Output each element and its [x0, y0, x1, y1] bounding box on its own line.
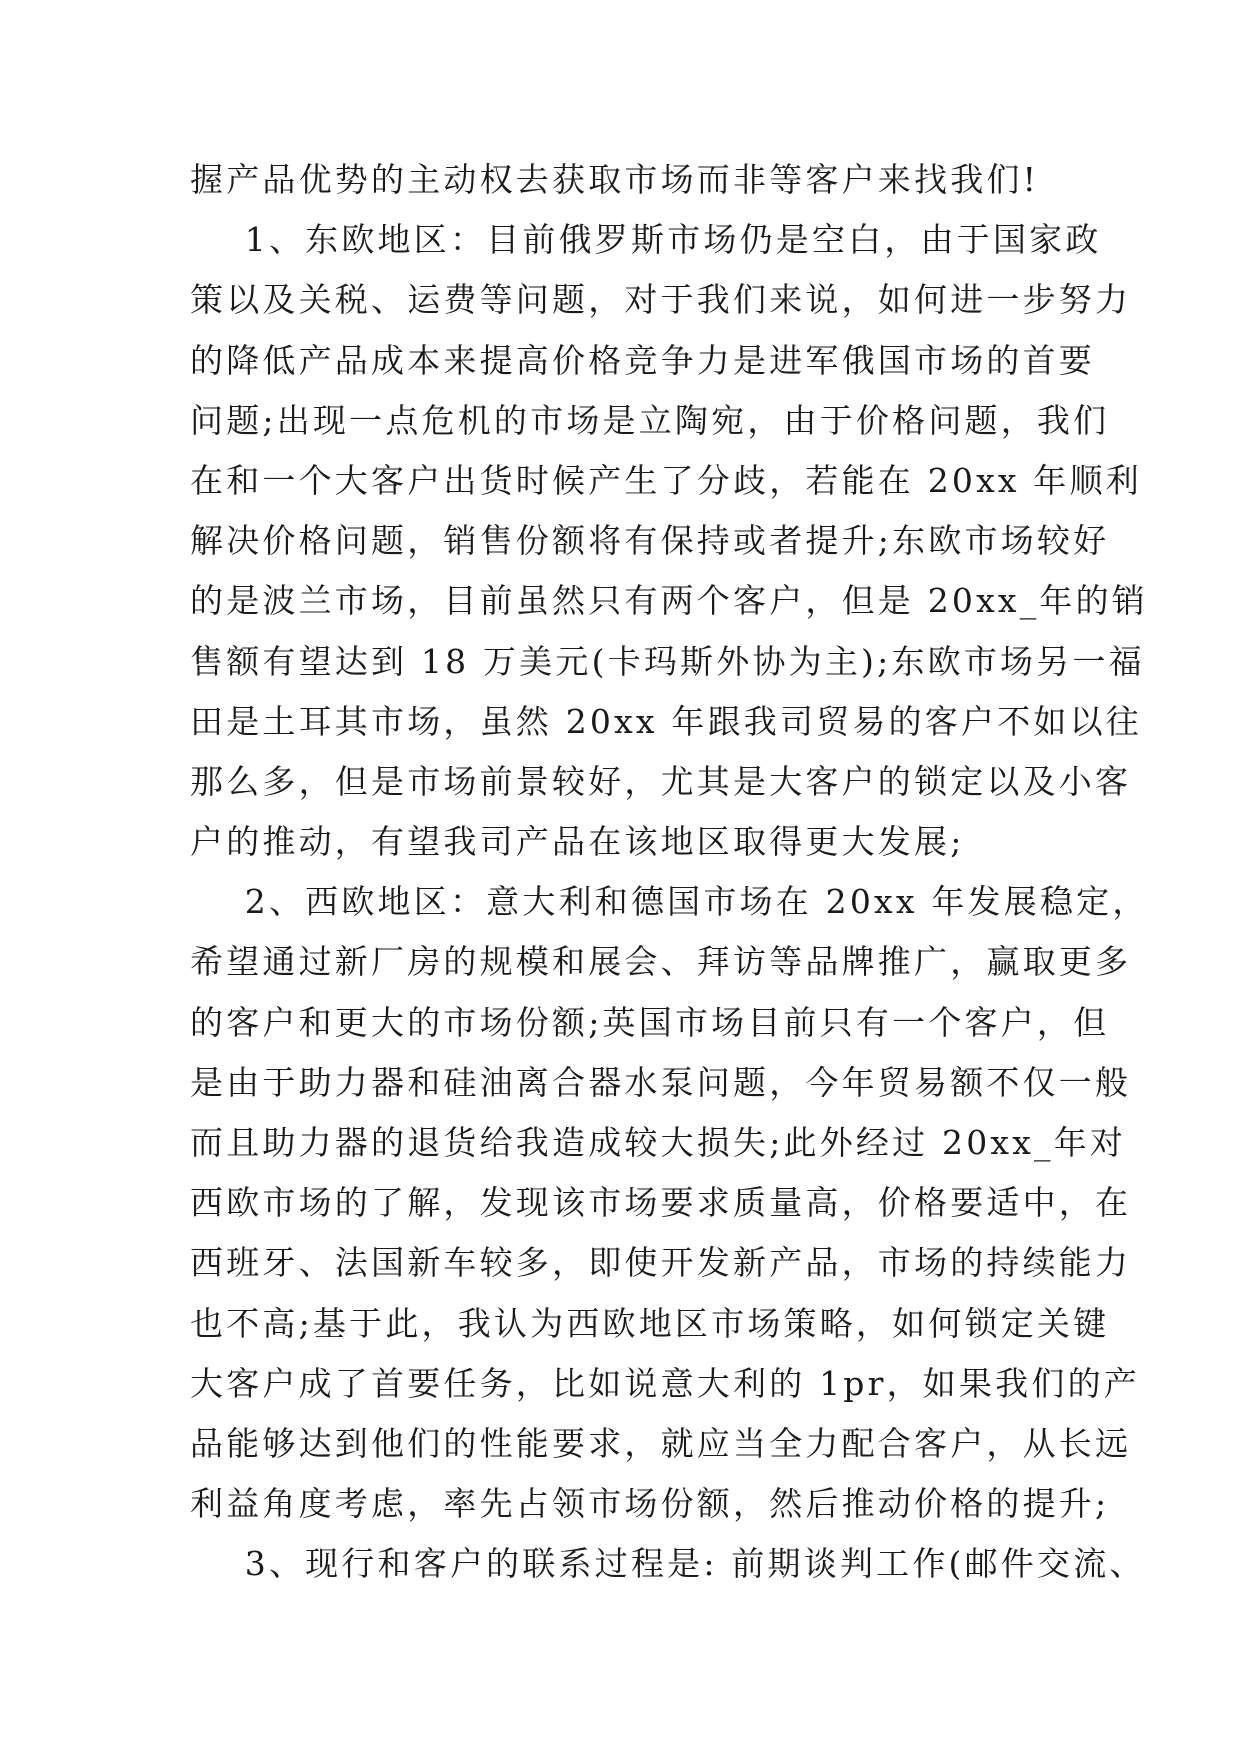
- text-line: 那么多，但是市场前景较好，尤其是大客户的锁定以及小客: [190, 761, 1132, 801]
- text-line: 是由于助力器和硅油离合器水泵问题，今年贸易额不仅一般: [190, 1062, 1132, 1102]
- text-line: 的是波兰市场，目前虽然只有两个客户，但是 20xx_年的销: [190, 581, 1149, 621]
- text-line: 策以及关税、运费等问题，对于我们来说，如何进一步努力: [190, 280, 1132, 320]
- text-line: 也不高;基于此，我认为西欧地区市场策略，如何锁定关键: [190, 1303, 1110, 1343]
- text-line: 握产品优势的主动权去获取市场而非等客户来找我们!: [190, 160, 1040, 199]
- text-line: 3、现行和客户的联系过程是: 前期谈判工作(邮件交流、: [190, 1544, 1146, 1584]
- text-line: 而且助力器的退货给我造成较大损失;此外经过 20xx_年对: [190, 1123, 1127, 1162]
- text-line: 田是土耳其市场，虽然 20xx 年跟我司贸易的客户不如以往: [190, 701, 1142, 741]
- text-line: 1、东欧地区：目前俄罗斯市场仍是空白，由于国家政: [190, 220, 1102, 260]
- text-line: 售额有望达到 18 万美元(卡玛斯外协为主);东欧市场另一福: [190, 641, 1145, 681]
- body-text: [190, 150, 1149, 1595]
- text-line: 西班牙、法国新车较多，即使开发新产品，市场的持续能力: [190, 1243, 1132, 1283]
- text-line: 问题;出现一点危机的市场是立陶宛，由于价格问题，我们: [190, 400, 1110, 440]
- text-line: 的客户和更大的市场份额;英国市场目前只有一个客户，但: [190, 1002, 1110, 1042]
- text-line: 品能够达到他们的性能要求，就应当全力配合客户，从长远: [190, 1423, 1132, 1463]
- text-line: 在和一个大客户出货时候产生了分歧，若能在 20xx 年顺利: [190, 460, 1142, 500]
- text-line: 的降低产品成本来提高价格竞争力是进军俄国市场的首要: [190, 340, 1095, 380]
- text-line: 户的推动，有望我司产品在该地区取得更大发展;: [190, 822, 965, 862]
- text-line: 希望通过新厂房的规模和展会、拜访等品牌推广，赢取更多: [190, 942, 1132, 982]
- text-line: 大客户成了首要任务，比如说意大利的 1pr，如果我们的产: [190, 1363, 1140, 1403]
- text-line: 解决价格问题，销售份额将有保持或者提升;东欧市场较好: [190, 521, 1110, 561]
- text-line: 利益角度考虑，率先占领市场份额，然后推动价格的提升;: [190, 1484, 1110, 1524]
- text-line: 2、西欧地区：意大利和德国市场在 20xx 年发展稳定，: [190, 882, 1149, 922]
- text-line: 西欧市场的了解，发现该市场要求质量高，价格要适中，在: [190, 1183, 1132, 1223]
